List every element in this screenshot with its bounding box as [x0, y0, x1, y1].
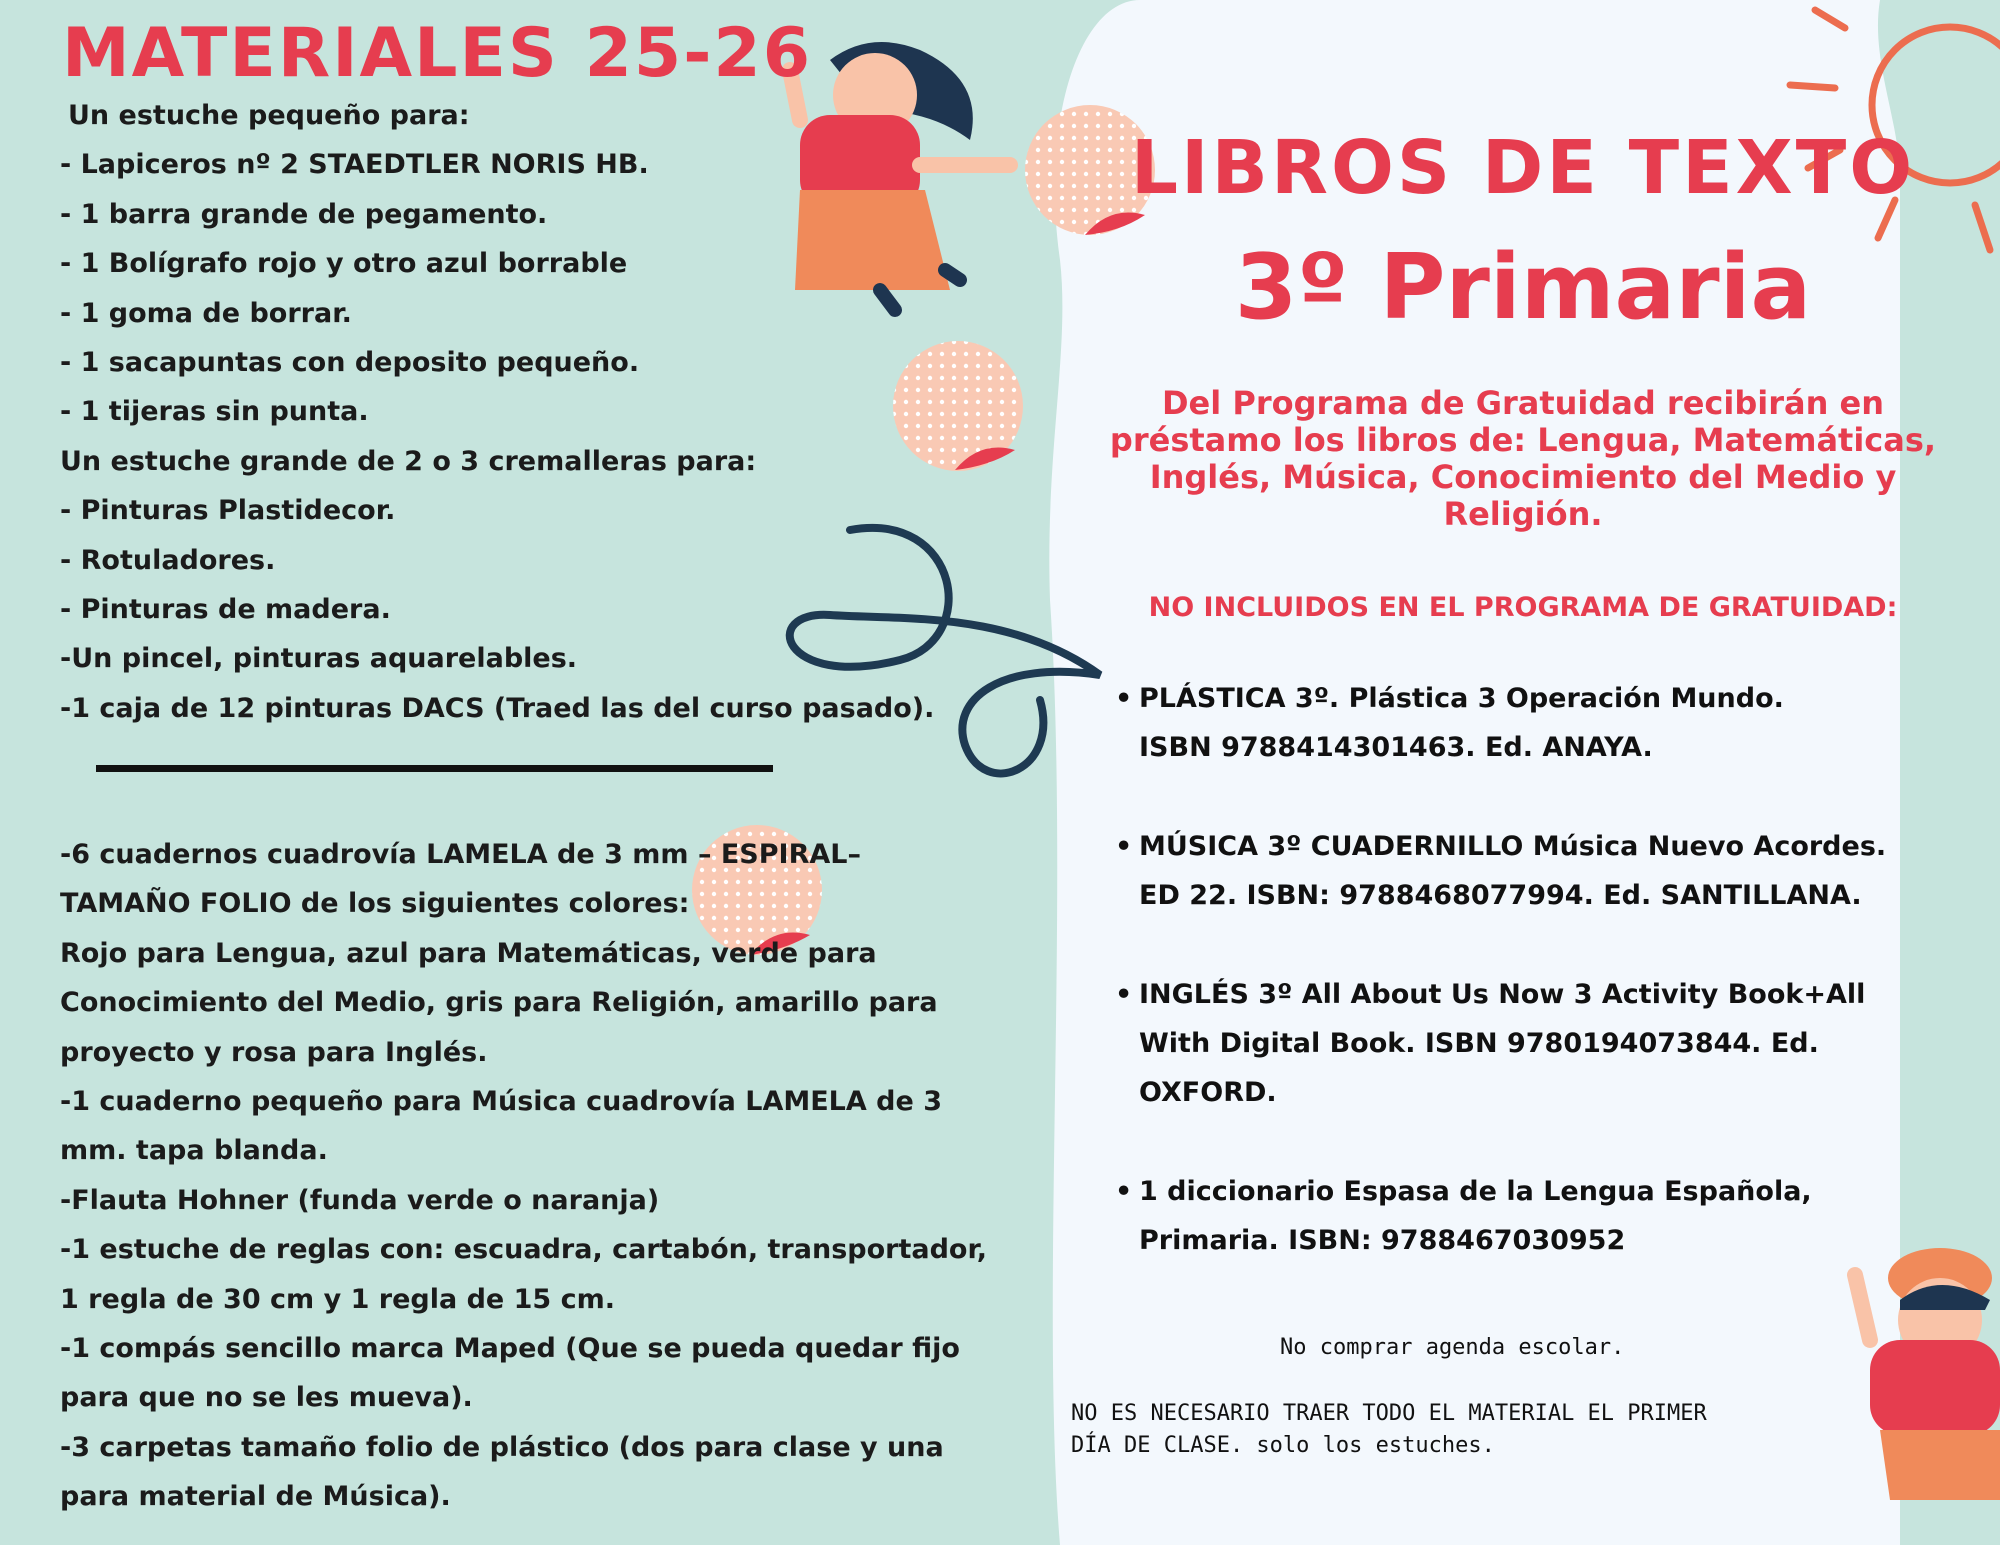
list-item: - Rotuladores. [60, 544, 276, 576]
list-item: -3 carpetas tamaño folio de plástico (dos para clase y una [60, 1431, 944, 1463]
book-item-plastica: • PLÁSTICA 3º. Plástica 3 Operación Mundo. ISBN 9788414301463. Ed. ANAYA. [1115, 674, 1886, 773]
materials-list-2 [60, 830, 987, 1522]
list-item: -1 cuaderno pequeño para Música cuadrovía LAMELA de 3 [60, 1086, 943, 1118]
book-item-musica: • MÚSICA 3º CUADERNILLO Música Nuevo Acordes. ED 22. ISBN: 9788468077994. Ed. SANTILLANA. [1115, 822, 1886, 921]
gratuidad-text: Del Programa de Gratuidad recibirán en préstamo los libros de: Lengua, Matemáticas, Inglés, Música, Conocimiento del Medio y Religión. [1109, 384, 1937, 533]
list-item: mm. tapa blanda. [60, 1135, 328, 1167]
list-item: 1 regla de 30 cm y 1 regla de 15 cm. [60, 1283, 615, 1315]
list-item: -1 estuche de reglas con: escuadra, cartabón, transportador, [60, 1234, 988, 1266]
not-included-heading: NO INCLUIDOS EN EL PROGRAMA DE GRATUIDAD: [1148, 592, 1898, 623]
list-item: Un estuche pequeño para: [68, 100, 470, 131]
list-item: - 1 Bolígrafo rojo y otro azul borrable [60, 248, 628, 280]
grade-title: 3º Primaria [1234, 235, 1812, 340]
no-agenda-note: No comprar agenda escolar. [1280, 1335, 1625, 1360]
list-item: - Pinturas Plastidecor. [60, 495, 396, 527]
list-item: -1 compás sencillo marca Maped (Que se pueda quedar fijo [60, 1333, 960, 1365]
list-item: - 1 sacapuntas con deposito pequeño. [60, 347, 640, 379]
list-item: - 1 tijeras sin punta. [60, 396, 369, 428]
list-item: - Pinturas de madera. [60, 594, 391, 626]
book-item-diccionario: • 1 diccionario Espasa de la Lengua Española, Primaria. ISBN: 9788467030952 [1115, 1167, 1886, 1266]
textbooks-title: LIBROS DE TEXTO [1130, 125, 1916, 211]
book-item-ingles: • INGLÉS 3º All About Us Now 3 Activity Book+All With Digital Book. ISBN 9780194073844. Ed. OXFORD. [1115, 970, 1886, 1118]
list-item: - Lapiceros nº 2 STAEDTLER NORIS HB. [60, 149, 649, 181]
list-item: Conocimiento del Medio, gris para Religión, amarillo para [60, 987, 938, 1019]
list-item: para material de Música). [60, 1481, 451, 1513]
list-item: -Un pincel, pinturas aquarelables. [60, 643, 578, 675]
list-item: - 1 barra grande de pegamento. [60, 198, 548, 230]
list-item: - 1 goma de borrar. [60, 297, 352, 329]
divider [96, 765, 773, 772]
list-item: -6 cuadernos cuadrovía LAMELA de 3 mm – ESPIRAL– [60, 839, 861, 870]
list-item: TAMAÑO FOLIO de los siguientes colores: [60, 888, 690, 920]
list-item: Un estuche grande de 2 o 3 cremalleras para: [60, 445, 757, 477]
list-item: -Flauta Hohner (funda verde o naranja) [60, 1184, 660, 1216]
list-item: proyecto y rosa para Inglés. [60, 1036, 488, 1068]
list-item: para que no se les mueva). [60, 1382, 473, 1414]
book-list [1115, 674, 1886, 1315]
materials-list-1 [60, 91, 934, 733]
list-item: Rojo para Lengua, azul para Matemáticas, verde para [60, 937, 877, 969]
list-item: -1 caja de 12 pinturas DACS (Traed las del curso pasado). [60, 692, 935, 724]
materials-title: MATERIALES 25-26 [62, 14, 813, 93]
final-note: NO ES NECESARIO TRAER TODO EL MATERIAL EL PRIMER DÍA DE CLASE. solo los estuches. [1071, 1401, 1707, 1458]
